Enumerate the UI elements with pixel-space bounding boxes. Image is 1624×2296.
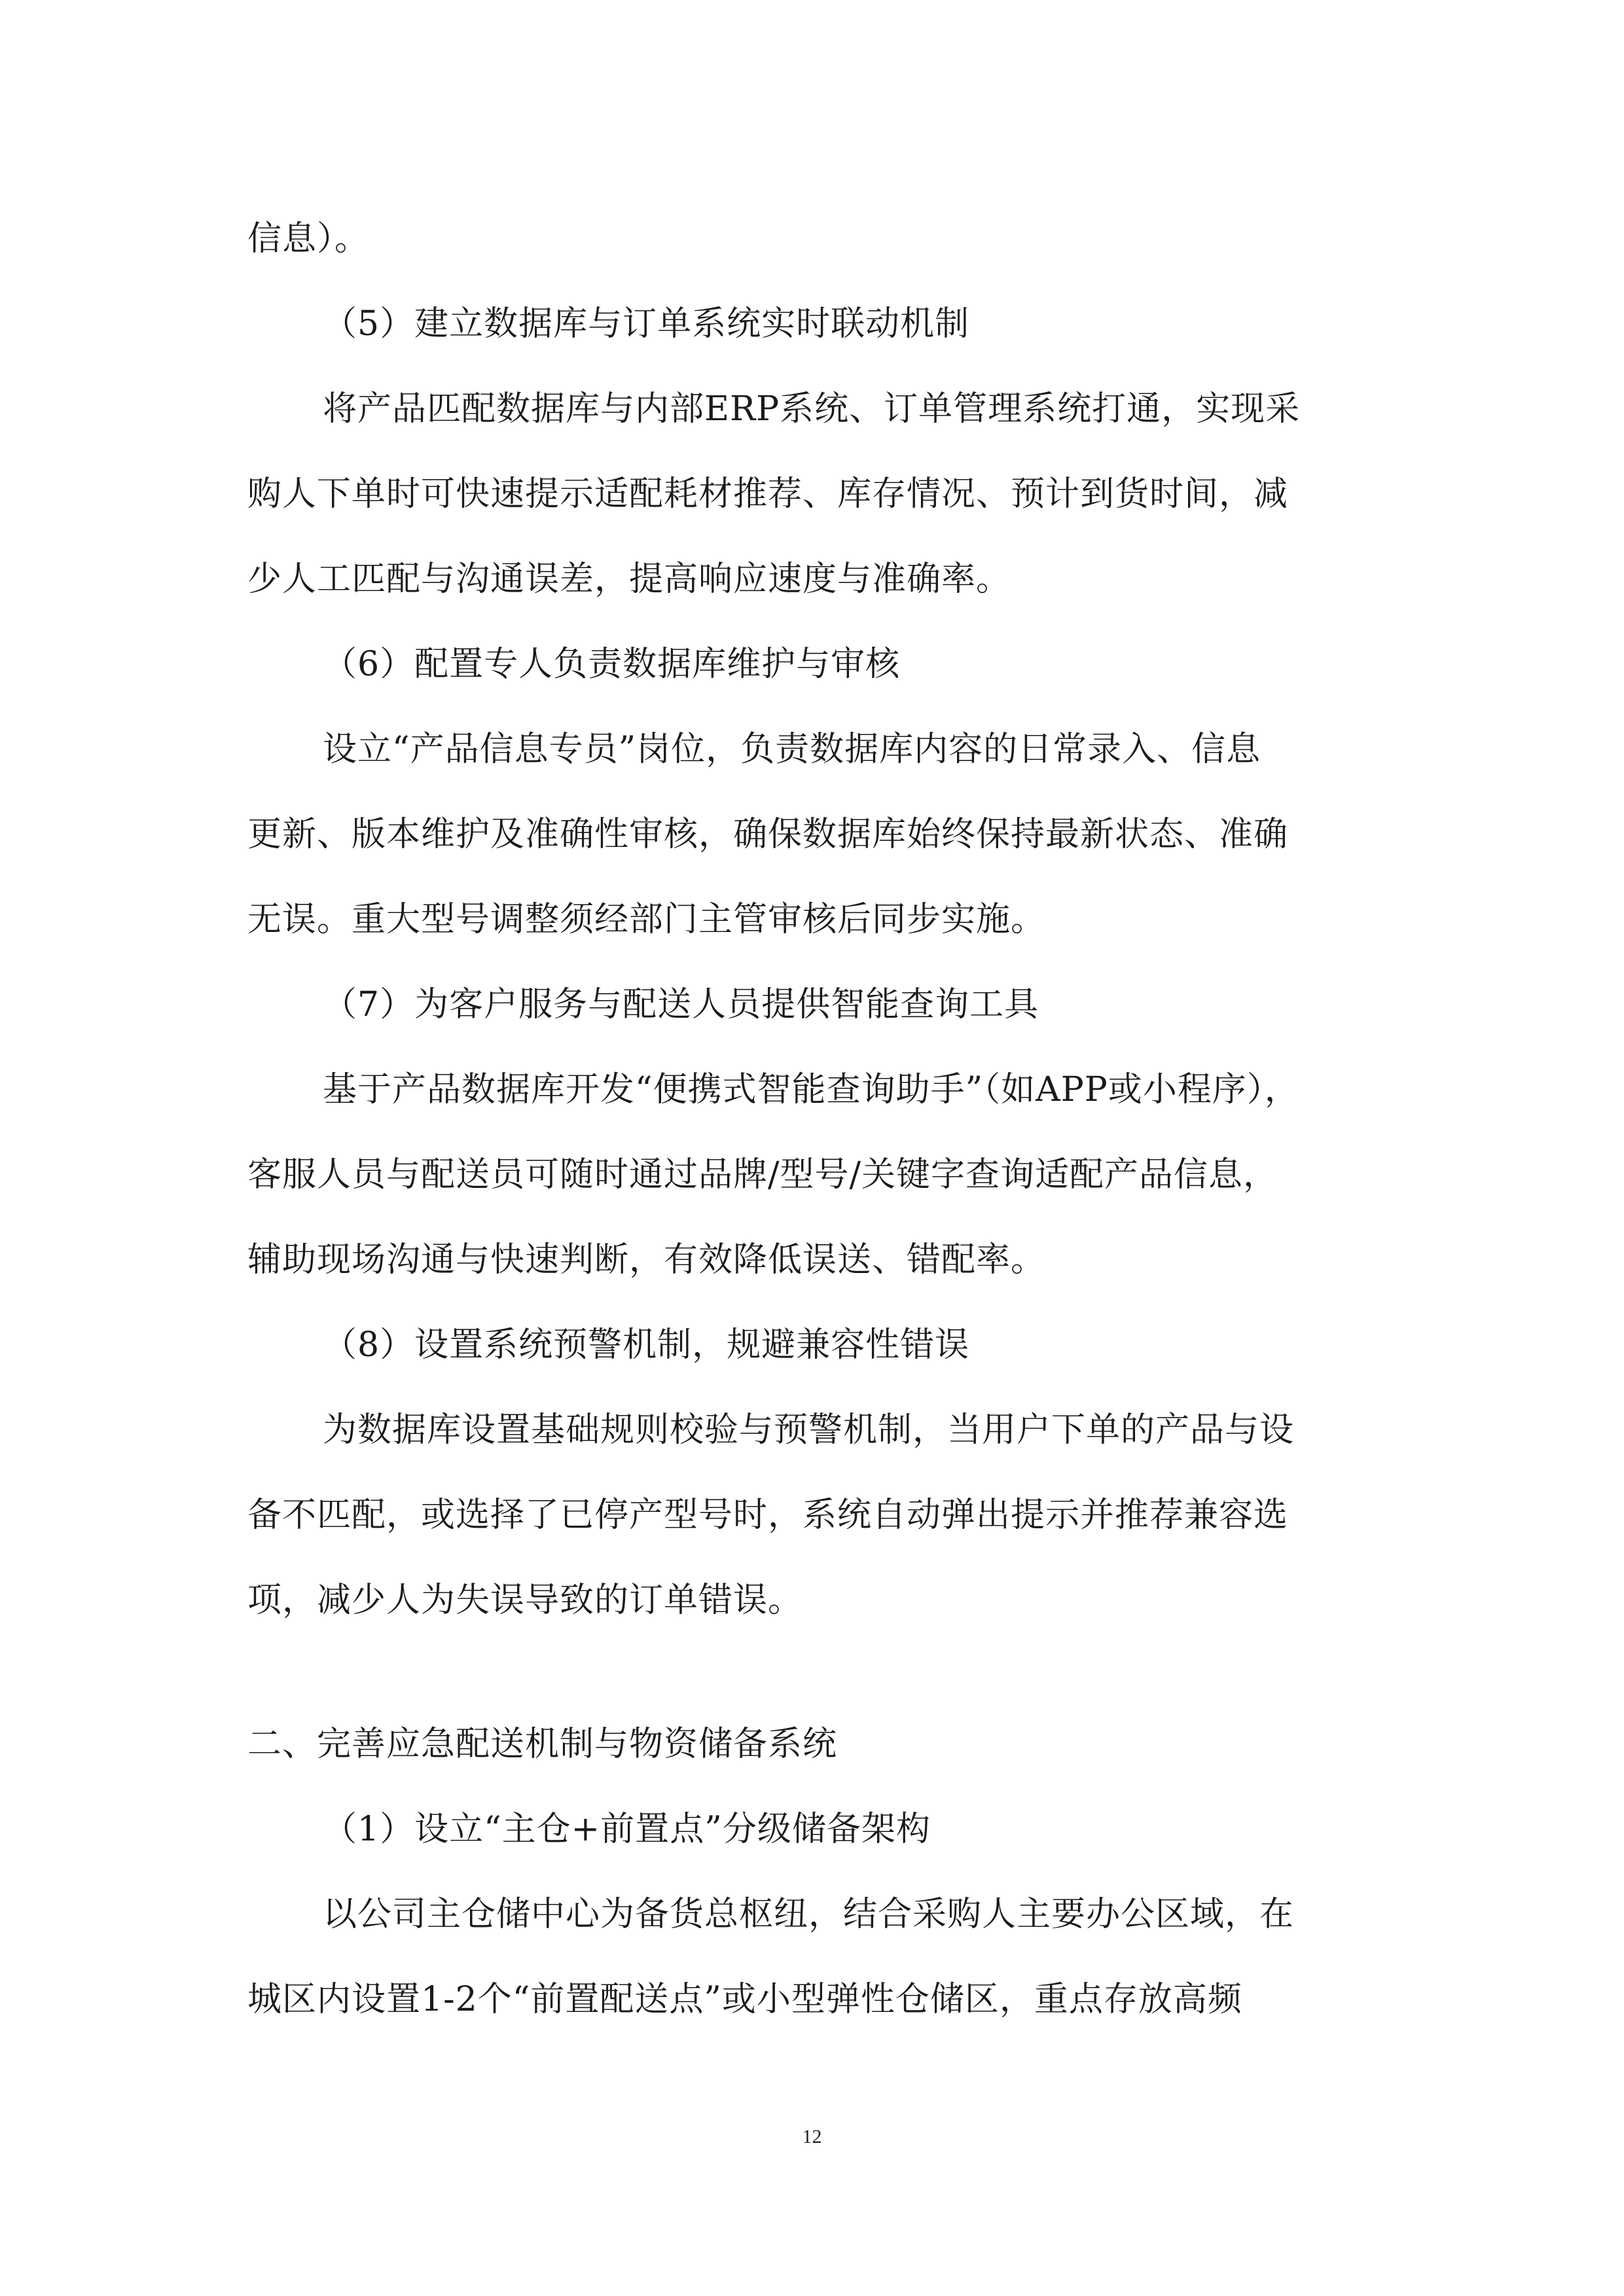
body-line: 设立“产品信息专员”岗位，负责数据库内容的日常录入、信息	[323, 730, 1261, 769]
body-line: 无误。重大型号调整须经部门主管审核后同步实施。	[247, 900, 1046, 939]
body-line: 备不匹配，或选择了已停产型号时，系统自动弹出提示并推荐兼容选	[247, 1496, 1289, 1535]
body-line: 辅助现场沟通与快速判断，有效降低误送、错配率。	[247, 1240, 1046, 1280]
subheading: （7）为客户服务与配送人员提供智能查询工具	[323, 985, 1039, 1024]
body-line: 为数据库设置基础规则校验与预警机制，当用户下单的产品与设	[323, 1410, 1295, 1450]
body-line: 更新、版本维护及准确性审核，确保数据库始终保持最新状态、准确	[247, 815, 1289, 854]
subheading: （6）配置专人负责数据库维护与审核	[323, 645, 901, 684]
body-line: 信息）。	[247, 219, 370, 259]
body-line: 购人下单时可快速提示适配耗材推荐、库存情况、预计到货时间，减	[247, 475, 1289, 514]
body-line: 将产品匹配数据库与内部ERP系统、订单管理系统打通，实现采	[323, 389, 1301, 429]
body-line: 少人工匹配与沟通误差，提高响应速度与准确率。	[247, 560, 1011, 599]
subheading: （8）设置系统预警机制，规避兼容性错误	[323, 1325, 970, 1365]
subheading: （1）设立“主仓+前置点”分级储备架构	[323, 1810, 931, 1849]
body-line: 以公司主仓储中心为备货总枢纽，结合采购人主要办公区域，在	[323, 1895, 1295, 1934]
body-line: 基于产品数据库开发“便携式智能查询助手”（如APP或小程序），	[323, 1070, 1299, 1109]
body-line: 客服人员与配送员可随时通过品牌/型号/关键字查询适配产品信息，	[247, 1155, 1278, 1194]
body-line: 城区内设置1-2个“前置配送点”或小型弹性仓储区，重点存放高频	[247, 1980, 1242, 2019]
body-line: 项，减少人为失误导致的订单错误。	[247, 1581, 803, 1620]
subheading: （5）建立数据库与订单系统实时联动机制	[323, 304, 970, 344]
section-heading: 二、完善应急配送机制与物资储备系统	[247, 1725, 838, 1764]
page-number: 12	[802, 2126, 822, 2147]
